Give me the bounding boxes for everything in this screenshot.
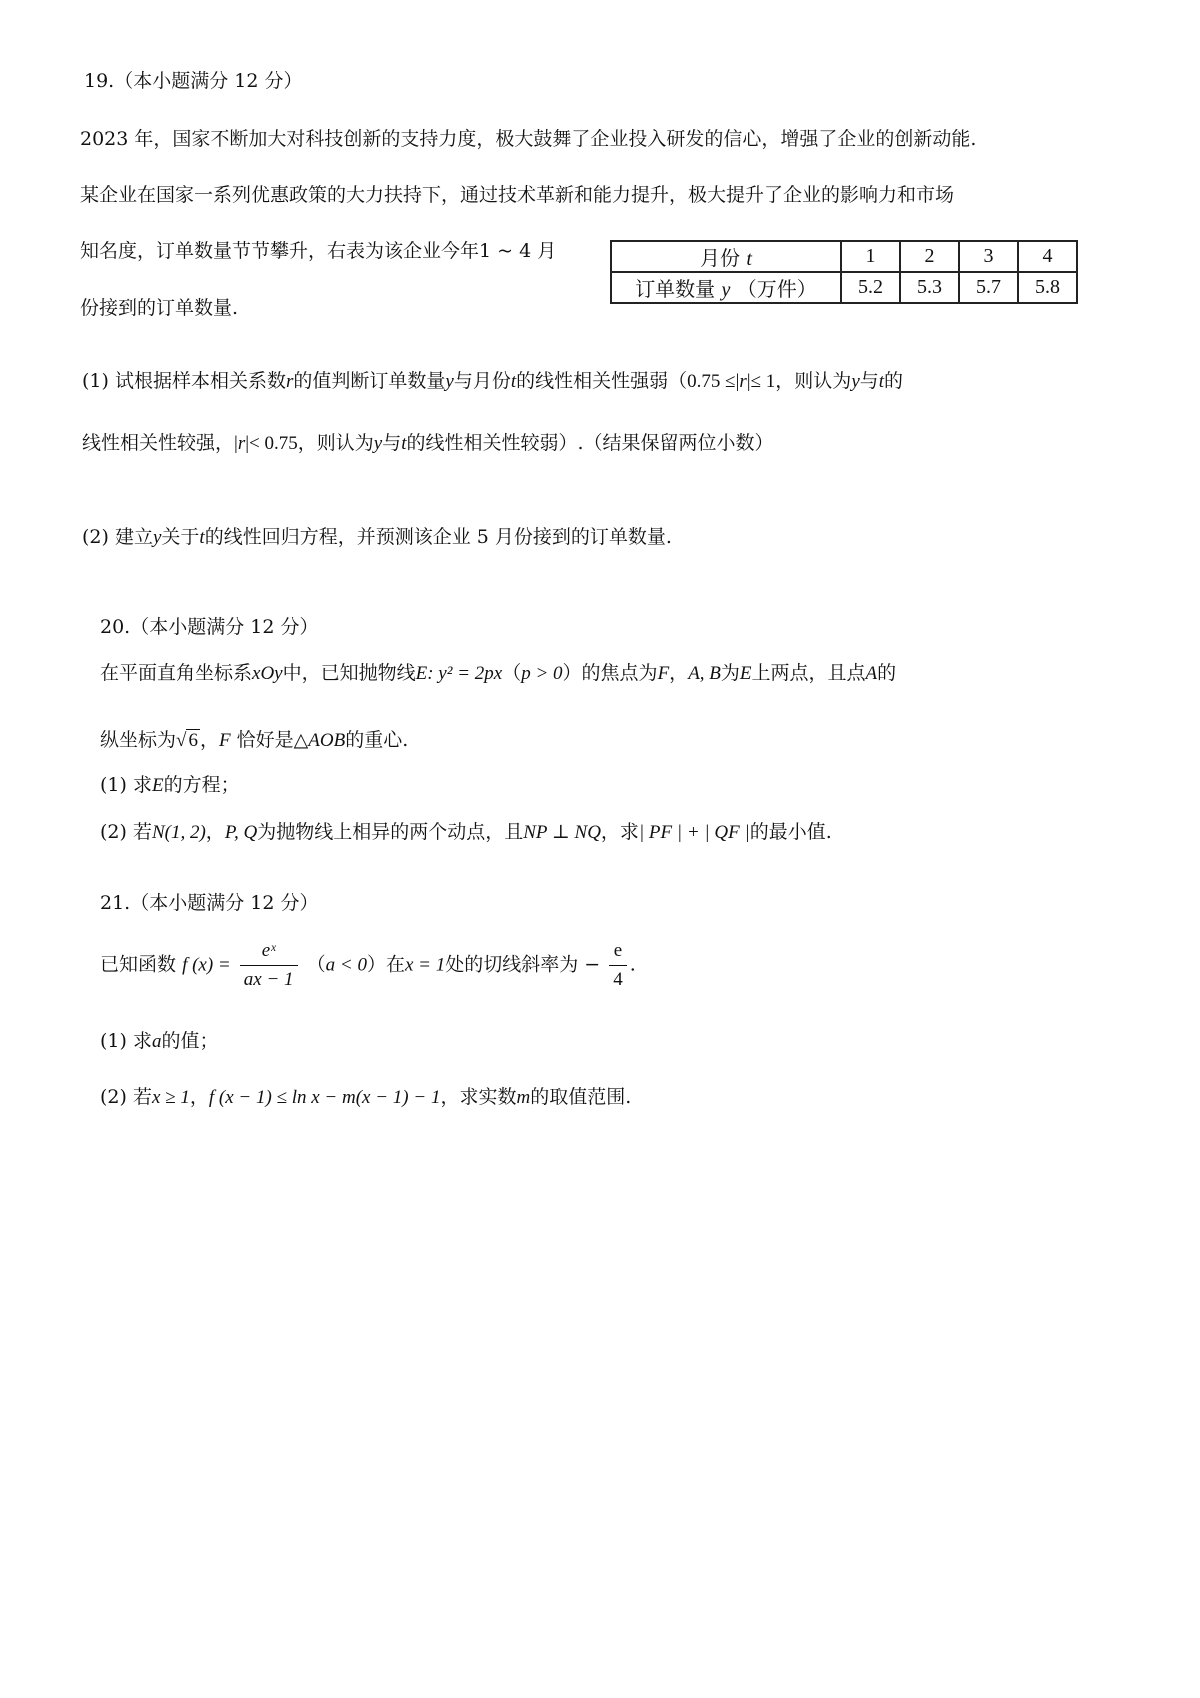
q21-part1: (1) 求a的值； (100, 1030, 219, 1052)
q19-paragraph-line-2: 某企业在国家一系列优惠政策的大力扶持下，通过技术革新和能力提升，极大提升了企业的影响力和市场 (80, 184, 955, 206)
q20-part1: (1) 求E的方程； (100, 774, 240, 796)
fraction: $\frac{e}{4}$ (609, 938, 627, 993)
q20-stem-line-2: 纵坐标为√ 6 ，F 恰好是△AOB的重心. (100, 729, 409, 751)
order-table (610, 240, 1078, 304)
q19-paragraph-line-3: 知名度，订单数量节节攀升，右表为该企业今年1 ~ 4 月 (80, 240, 557, 262)
table-cell: 5.3 (900, 272, 959, 303)
fraction: $\frac{\text{eˣ}}{ax - 1}$ (240, 938, 298, 993)
table-cell: 3 (959, 241, 1018, 272)
q19-part1-line-2: 线性相关性较强，|r|< 0.75，则认为y与t的线性相关性较弱）.（结果保留两位小数） (82, 432, 774, 454)
q19-part1-line-1: (1) 试根据样本相关系数r的值判断订单数量y与月份t的线性相关性强弱（0.75 ≤|r|≤ 1，则认为y与t的 (82, 370, 904, 392)
table-row-month (611, 241, 1077, 272)
q19-part2: (2) 建立y关于t的线性回归方程，并预测该企业 5 月份接到的订单数量. (82, 526, 672, 548)
q20-part2: (2) 若N(1, 2)，P, Q为抛物线上相异的两个动点，且NP ⊥ NQ，求| PF | + | QF |的最小值. (100, 821, 832, 843)
q21-header: 21.（本小题满分 12 分） (100, 892, 319, 914)
table-cell: 4 (1018, 241, 1077, 272)
q21-part2: (2) 若x ≥ 1，f (x − 1) ≤ ln x − m(x − 1) − 1，求实数m的取值范围. (100, 1086, 632, 1108)
q19-paragraph-line-4: 份接到的订单数量. (80, 297, 239, 319)
q21-stem: 已知函数 f (x) = $\frac{\text{eˣ}}{ax - 1}$ （a < 0）在x = 1处的切线斜率为 − $\frac{e}{4}$ . (100, 938, 636, 993)
table-header-orders: 订单数量 y （万件） (611, 272, 841, 303)
q20-header: 20.（本小题满分 12 分） (100, 616, 319, 638)
q19-header: 19.（本小题满分 12 分） (84, 70, 303, 92)
table-cell: 5.7 (959, 272, 1018, 303)
table-cell: 5.8 (1018, 272, 1077, 303)
q19-paragraph-line-1: 2023 年，国家不断加大对科技创新的支持力度，极大鼓舞了企业投入研发的信心，增强了企业的创新动能. (80, 128, 977, 150)
q20-stem-line-1: 在平面直角坐标系xOy中，已知抛物线E: y² = 2px（p > 0）的焦点为F，A, B为E上两点，且点A的 (100, 662, 897, 684)
table-cell: 5.2 (841, 272, 900, 303)
table-cell: 2 (900, 241, 959, 272)
table-header-month: 月份 t (611, 241, 841, 272)
sqrt-sign: √ (176, 730, 187, 751)
table-cell: 1 (841, 241, 900, 272)
table-row-orders (611, 272, 1077, 303)
